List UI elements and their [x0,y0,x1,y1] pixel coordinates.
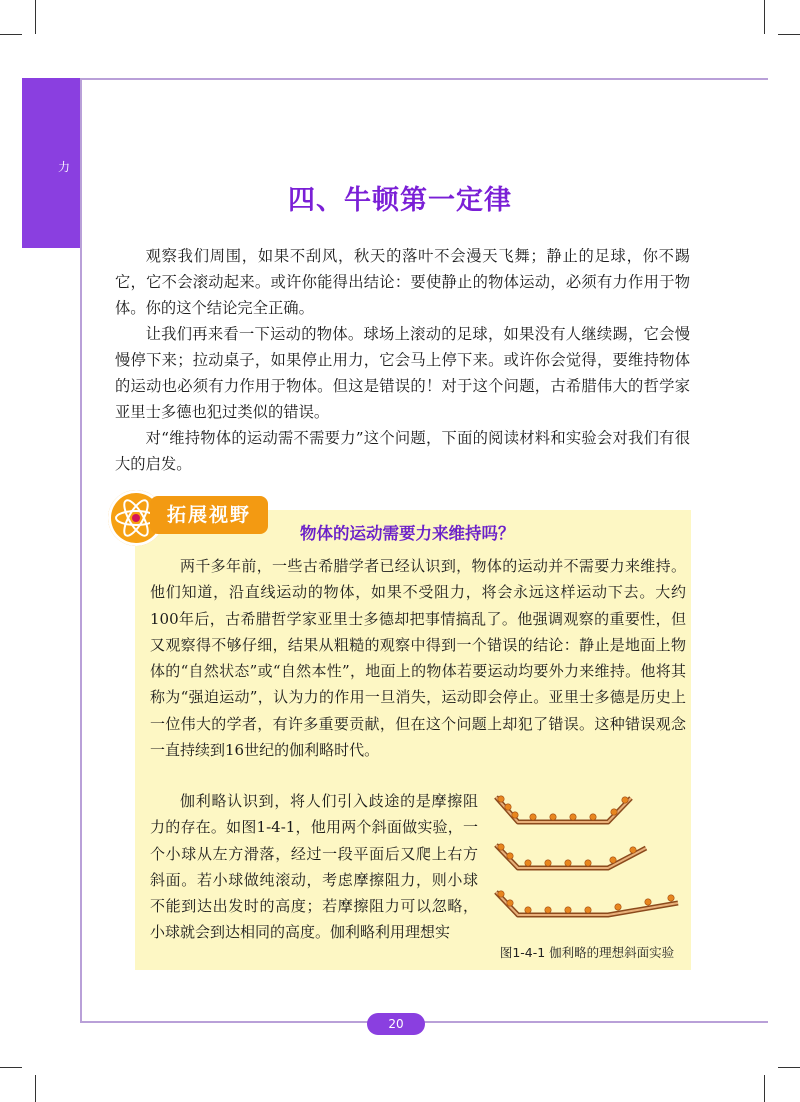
incline-track [496,797,678,915]
ball-positions [498,796,674,913]
crop-mark [764,1075,765,1102]
chapter-side-tab [22,78,80,248]
body-text [115,243,690,477]
crop-mark [0,34,22,35]
body-paragraph: 观察我们周围，如果不刮风，秋天的落叶不会漫天飞舞；静止的足球，你不踢它，它不会滚动起来。或许你能得出结论：要使静止的物体运动，必须有力作用于物体。你的这个结论完全正确。 [115,247,690,317]
crop-mark [778,1067,800,1068]
page-number: 20 [367,1013,425,1035]
extension-paragraph: 两千多年前，一些古希腊学者已经认识到，物体的运动并不需要力来维持。他们知道，沿直线运动的物体，如果不受阻力，将会永远这样运动下去。大约100年后，古希腊哲学家亚里士多德却把事情搞乱了。他强调观察的重要性，但又观察得不够仔细，结果从粗糙的观察中得到一个错误的结论：静止是地面上物体的“自然状态”或“自然本性”，地面上的物体若要运动均要外力来维持。他将其称为“强迫运动”，认为力的作用一旦消失，运动即会停止。亚里士多德是历史上一位伟大的学者，有许多重要贡献，但在这个问题上却犯了错误。这种错误观念一直持续到16世纪的伽利略时代。 [150,557,686,760]
incline-experiment-figure [488,792,686,942]
crop-mark [0,1067,22,1068]
incline-track-highlight [496,797,678,915]
body-paragraph: 让我们再来看一下运动的物体。球场上滚动的足球，如果没有人继续踢，它会慢慢停下来；拉动桌子，如果停止用力，它会马上停下来。或许你会觉得，要维持物体的运动也必须有力作用于物体。但这是错误的！对于这个问题，古希腊伟大的哲学家亚里士多德也犯过类似的错误。 [115,325,690,421]
crop-mark [35,0,36,34]
page-frame-top [80,78,768,80]
extension-title: 物体的运动需要力来维持吗？ [300,524,515,543]
extension-badge: 拓展视野 [150,496,268,534]
body-paragraph: 对“维持物体的运动需不需要力”这个问题，下面的阅读材料和实验会对我们有很大的启发。 [115,429,690,473]
extension-text [150,788,478,946]
section-heading: 四、牛顿第一定律 [288,185,512,216]
page-frame-left [80,78,82,1023]
crop-mark [764,0,765,34]
extension-text [150,553,686,763]
crop-mark [778,34,800,35]
crop-mark [35,1075,36,1102]
chapter-tab-label: 力 [58,160,71,174]
extension-paragraph: 伽利略认识到，将人们引入歧途的是摩擦阻力的存在。如图1-4-1，他用两个斜面做实验，一个小球从左方滑落，经过一段平面后又爬上右方斜面。若小球做纯滚动，考虑摩擦阻力，则小球不能到达出发时的高度；若摩擦阻力可以忽略，小球就会到达相同的高度。伽利略利用理想实 [150,792,478,942]
figure-caption: 图1-4-1 伽利略的理想斜面实验 [499,945,675,960]
